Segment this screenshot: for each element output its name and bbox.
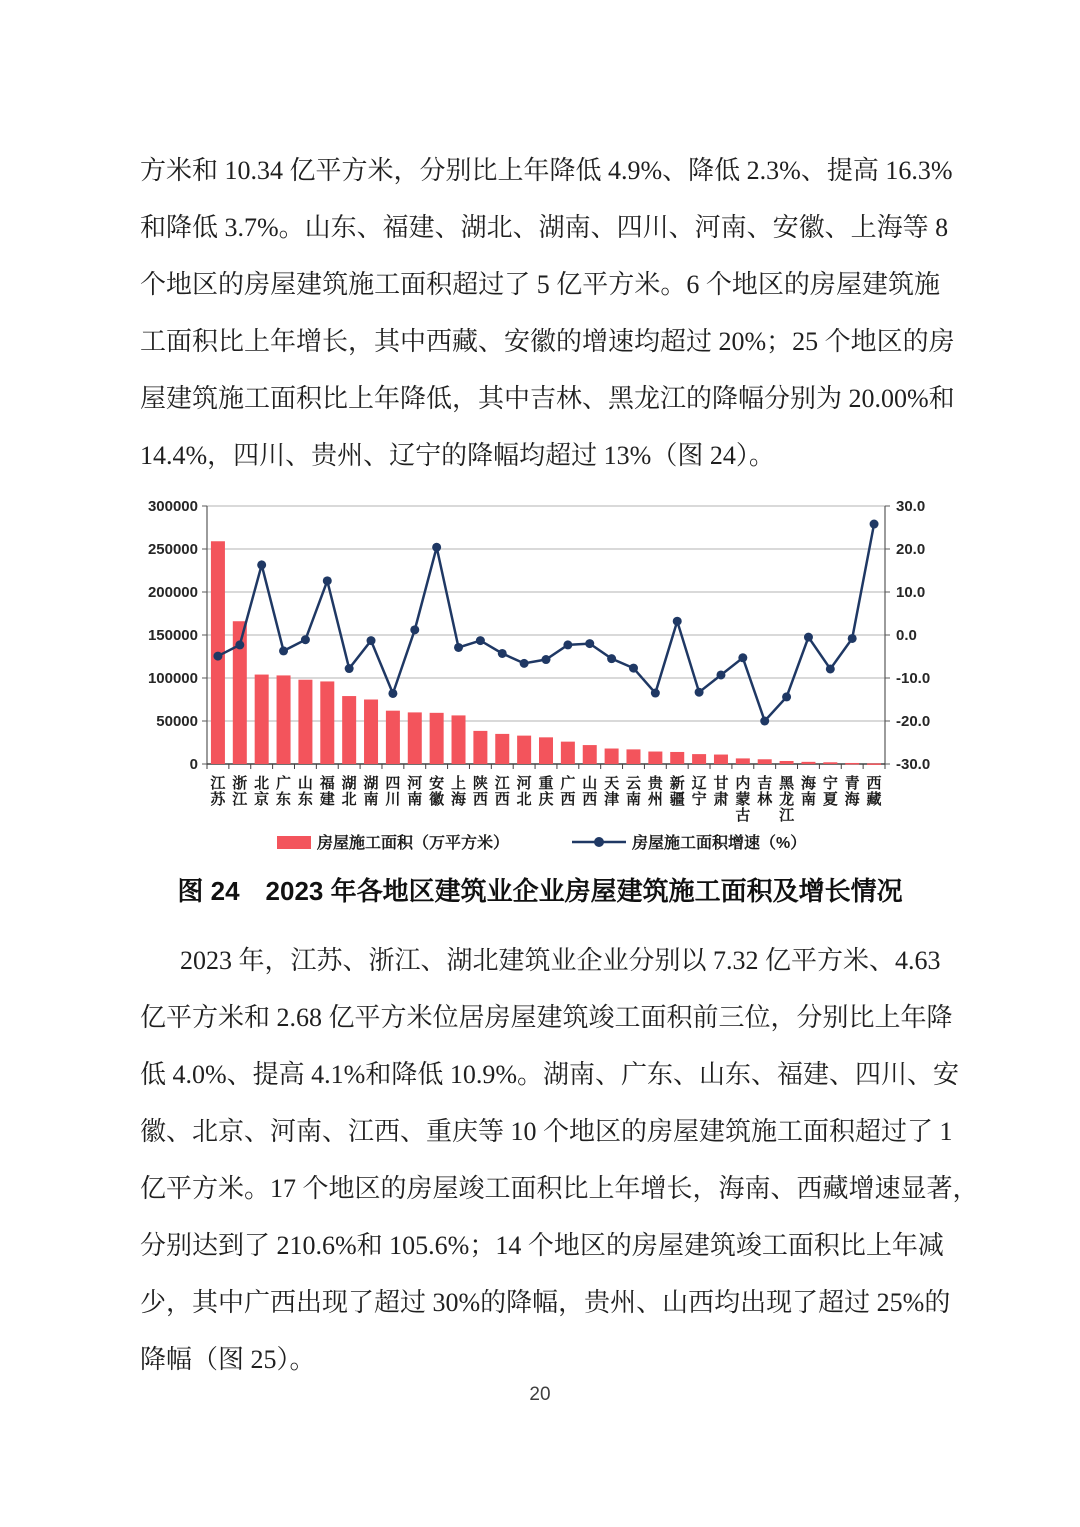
line-marker (476, 636, 485, 645)
x-axis-category-label: 北京 (254, 775, 270, 808)
x-axis-category-label: 宁夏 (822, 775, 838, 808)
x-axis-category-label: 新疆 (669, 775, 685, 808)
line-marker (804, 633, 813, 642)
bar (364, 700, 378, 765)
line-marker (432, 543, 441, 552)
text-line: 亿平方米。17 个地区的房屋竣工面积比上年增长，海南、西藏增速显著， (140, 1174, 979, 1203)
text-line: 少，其中广西出现了超过 30%的降幅，贵州、山西均出现了超过 25%的 (140, 1288, 951, 1317)
x-axis-category-label: 广东 (276, 775, 292, 808)
x-axis-category-label: 贵州 (647, 775, 663, 808)
left-axis-label: 100000 (147, 670, 198, 687)
x-axis-category-label: 江西 (494, 775, 510, 808)
x-axis-category-label: 黑龙江 (779, 775, 795, 824)
x-axis-category-label: 重庆 (538, 775, 554, 808)
line-marker (235, 640, 244, 649)
x-axis-category-label: 内蒙古 (735, 775, 751, 824)
right-axis-label: -10.0 (896, 670, 931, 687)
line-marker (388, 689, 397, 698)
legend-line-marker (594, 837, 604, 847)
x-axis-category-label: 山西 (582, 775, 598, 808)
line-marker (454, 643, 463, 652)
bar (561, 742, 575, 764)
text-line: 降幅（图 25）。 (140, 1345, 316, 1374)
line-marker (279, 646, 288, 655)
line-marker (738, 653, 747, 662)
bar (452, 715, 466, 764)
line-marker (563, 640, 572, 649)
x-axis-category-label: 湖南 (363, 775, 379, 808)
line-marker (629, 664, 638, 673)
line-marker (542, 655, 551, 664)
construction-area-chart-svg (140, 496, 940, 866)
line-marker (826, 664, 835, 673)
figure-24-caption: 图 24 2023 年各地区建筑业企业房屋建筑施工面积及增长情况 (177, 876, 903, 906)
bar (408, 712, 422, 764)
x-axis-category-label: 西藏 (866, 775, 882, 808)
x-axis-category-label: 河南 (407, 775, 423, 808)
bar (255, 675, 269, 764)
line-marker (760, 717, 769, 726)
right-axis-label: -30.0 (896, 756, 931, 773)
line-marker (367, 636, 376, 645)
bar (495, 734, 509, 764)
x-axis-category-label: 甘肃 (713, 775, 729, 808)
bar (539, 737, 553, 764)
line-marker (848, 634, 857, 643)
x-axis-category-label: 山东 (297, 775, 313, 808)
right-axis-label: -20.0 (896, 713, 931, 730)
left-axis-label: 200000 (147, 584, 198, 601)
legend-bar-label: 房屋施工面积（万平方米） (317, 835, 510, 852)
x-axis-category-label: 天津 (604, 775, 620, 808)
bar (298, 680, 312, 764)
x-axis-category-label: 河北 (516, 775, 532, 808)
bar (867, 763, 881, 765)
right-axis-label: 30.0 (896, 498, 926, 515)
x-axis-category-label: 云南 (625, 775, 641, 808)
line-marker (257, 560, 266, 569)
line-marker (498, 649, 507, 658)
text-line: 徽、北京、河南、江西、重庆等 10 个地区的房屋建筑施工面积超过了 1 (140, 1117, 953, 1146)
bar (473, 731, 487, 764)
bar (386, 711, 400, 764)
text-line: 亿平方米和 2.68 亿平方米位居房屋建筑竣工面积前三位，分别比上年降 (140, 1003, 953, 1032)
legend-line-label: 房屋施工面积增速（%） (632, 835, 807, 852)
x-axis-category-label: 广西 (560, 775, 576, 808)
bar (823, 762, 837, 764)
text-line: 方米和 10.34 亿平方米，分别比上年降低 4.9%、降低 2.3%、提高 16.3% (140, 156, 953, 185)
bar (758, 759, 772, 764)
x-axis-category-label: 陕西 (472, 775, 488, 808)
x-axis-category-label: 吉林 (757, 775, 773, 808)
bar (517, 736, 531, 764)
bar (342, 696, 356, 764)
bar (801, 762, 815, 764)
text-line: 工面积比上年增长，其中西藏、安徽的增速均超过 20%；25 个地区的房 (140, 327, 955, 356)
text-line: 低 4.0%、提高 4.1%和降低 10.9%。湖南、广东、山东、福建、四川、安 (140, 1060, 959, 1089)
line-marker (345, 664, 354, 673)
growth-line (218, 524, 874, 721)
x-axis-category-label: 安徽 (429, 775, 445, 808)
x-axis-category-label: 上海 (451, 775, 467, 808)
line-marker (213, 652, 222, 661)
text-line: 屋建筑施工面积比上年降低，其中吉林、黑龙江的降幅分别为 20.00%和 (140, 384, 955, 413)
text-line: 分别达到了 210.6%和 105.6%；14 个地区的房屋建筑竣工面积比上年减 (140, 1231, 944, 1260)
left-axis-label: 300000 (147, 498, 198, 515)
text-line: 和降低 3.7%。山东、福建、湖北、湖南、四川、河南、安徽、上海等 8 (140, 213, 949, 242)
line-marker (782, 692, 791, 701)
bar (430, 713, 444, 764)
right-axis-label: 0.0 (896, 627, 917, 644)
page-number: 20 (529, 1384, 551, 1405)
x-axis-category-label: 四川 (385, 775, 401, 808)
bar (845, 763, 859, 765)
line-marker (323, 576, 332, 585)
bar (692, 754, 706, 764)
line-marker (607, 654, 616, 663)
bar (780, 761, 794, 764)
line-marker (651, 689, 660, 698)
bar (320, 681, 334, 764)
line-marker (716, 670, 725, 679)
bar (605, 749, 619, 764)
x-axis-category-label: 福建 (319, 775, 335, 808)
line-marker (870, 520, 879, 529)
legend-bar-swatch (277, 836, 311, 849)
bar (583, 745, 597, 764)
line-marker (301, 635, 310, 644)
line-marker (410, 625, 419, 634)
text-line: 2023 年，江苏、浙江、湖北建筑业企业分别以 7.32 亿平方米、4.63 (180, 946, 941, 975)
text-line: 14.4%，四川、贵州、辽宁的降幅均超过 13%（图 24）。 (140, 441, 775, 470)
line-marker (520, 659, 529, 668)
paragraph-2 (140, 932, 979, 1388)
figure-24-chart (140, 496, 940, 866)
x-axis-category-label: 湖北 (341, 775, 357, 808)
x-axis-category-label: 辽宁 (691, 775, 707, 808)
text-line: 个地区的房屋建筑施工面积超过了 5 亿平方米。6 个地区的房屋建筑施 (140, 270, 940, 299)
line-marker (695, 688, 704, 697)
bar (626, 749, 640, 764)
line-marker (585, 639, 594, 648)
bar (277, 675, 291, 764)
x-axis-category-label: 浙江 (232, 775, 248, 808)
left-axis-label: 0 (189, 756, 198, 773)
bar (648, 752, 662, 764)
x-axis-category-label: 青海 (844, 775, 860, 808)
x-axis-category-label: 江苏 (210, 775, 226, 808)
paragraph-1 (140, 142, 955, 484)
left-axis-label: 50000 (156, 713, 198, 730)
right-axis-label: 20.0 (896, 541, 926, 558)
left-axis-label: 150000 (147, 627, 198, 644)
x-axis-category-label: 海南 (800, 775, 816, 808)
bar (670, 752, 684, 764)
line-marker (673, 617, 682, 626)
left-axis-label: 250000 (147, 541, 198, 558)
right-axis-label: 10.0 (896, 584, 926, 601)
bar (736, 758, 750, 764)
bar (714, 755, 728, 764)
